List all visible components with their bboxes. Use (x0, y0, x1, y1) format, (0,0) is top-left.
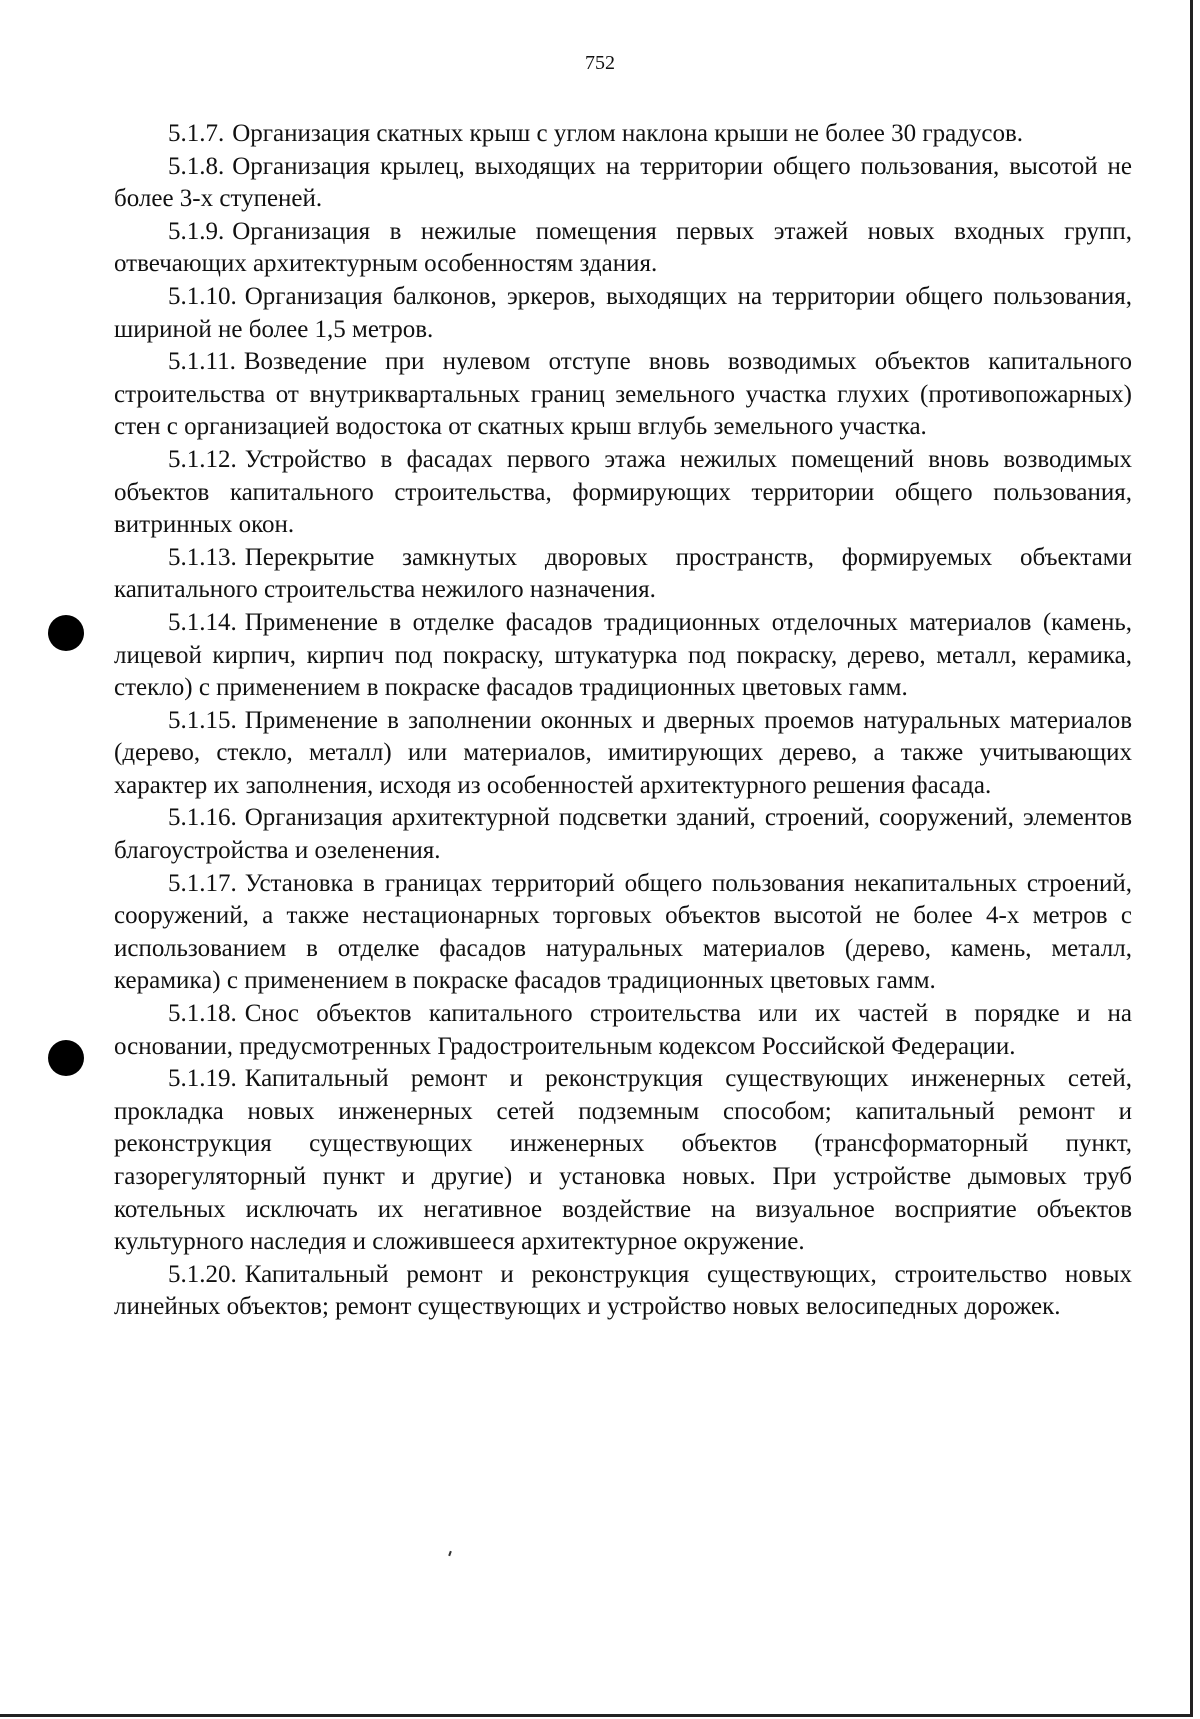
paragraph-5-1-13 (114, 542, 1132, 607)
punch-hole-top (48, 615, 84, 651)
paragraph-number: 5.1.14. (168, 608, 237, 636)
paragraph-number: 5.1.9. (168, 217, 225, 245)
paragraph-5-1-14 (114, 607, 1132, 705)
paragraph-5-1-16 (114, 802, 1132, 867)
paragraph-number: 5.1.19. (168, 1065, 237, 1093)
paragraph-text: Организация крылец, выходящих на территории общего пользования, высотой не более 3-х ступеней. (114, 152, 1132, 213)
paragraph-number: 5.1.18. (168, 1000, 237, 1028)
paragraph-text: Устройство в фасадах первого этажа нежилых помещений вновь возводимых объектов капитального строительства, формирующих территории общего пользования, витринных окон. (114, 445, 1132, 539)
punch-hole-bottom (48, 1040, 84, 1076)
paragraph-number: 5.1.16. (168, 804, 237, 832)
paragraph-text: Организация скатных крыш с углом наклона крыши не более 30 градусов. (232, 120, 1024, 147)
paragraph-5-1-10 (114, 281, 1132, 346)
paragraph-number: 5.1.8. (168, 152, 225, 180)
paragraph-number: 5.1.7. (168, 120, 225, 147)
paragraph-text: Перекрытие замкнутых дворовых пространств, формируемых объектами капитального строительства нежилого назначения. (114, 543, 1132, 604)
paragraph-number: 5.1.11. (168, 348, 236, 376)
paragraph-number: 5.1.20. (168, 1260, 237, 1288)
paragraph-5-1-17 (114, 868, 1132, 998)
paragraph-text: Возведение при нулевом отступе вновь возводимых объектов капитального строительства от внутриквартальных границ земельного участка глухих (противопожарных) стен с организацией водостока от скатных крыш вглубь земельного участка. (114, 348, 1132, 441)
paragraph-5-1-7 (114, 118, 1132, 151)
paragraph-5-1-12 (114, 444, 1132, 542)
page-number: 752 (585, 52, 615, 74)
paragraph-number: 5.1.13. (168, 543, 237, 571)
paragraph-text: Установка в границах территорий общего пользования некапитальных строений, сооружений, а также нестационарных торговых объектов высотой не более 4-х метров с использованием в отделке фасадов натуральных материалов (дерево, камень, металл, керамика) с применением в покраске фасадов традиционных цветовых гамм. (114, 869, 1132, 995)
paragraph-text: Применение в отделке фасадов традиционных отделочных материалов (камень, лицевой кирпич, кирпич под покраску, штукатурка под покраску, дерево, металл, керамика, стекло) с применением в покраске фасадов традиционных цветовых гамм. (114, 608, 1132, 702)
paragraph-text: Организация архитектурной подсветки зданий, строений, сооружений, элементов благоустройства и озеленения. (114, 804, 1132, 865)
paragraph-text: Капитальный ремонт и реконструкция существующих, строительство новых линейных объектов; ремонт существующих и устройство новых велосипедных дорожек. (114, 1260, 1132, 1321)
paragraph-number: 5.1.10. (168, 282, 237, 310)
paragraph-text: Применение в заполнении оконных и дверных проемов натуральных материалов (дерево, стекло, металл) или материалов, имитирующих дерево, а также учитывающих характер их заполнения, исходя из особенностей архитектурного решения фасада. (114, 706, 1132, 799)
paragraph-5-1-8 (114, 151, 1132, 216)
paragraph-number: 5.1.15. (168, 706, 237, 734)
paragraph-text: Снос объектов капитального строительства или их частей в порядке и на основании, предусмотренных Градостроительным кодексом Российской Федерации. (114, 1000, 1132, 1060)
paragraph-number: 5.1.12. (168, 445, 237, 473)
paragraph-text: Капитальный ремонт и реконструкция существующих инженерных сетей, прокладка новых инженерных сетей подземным способом; капитальный ремонт и реконструкция существующих инженерных объектов (трансформаторный пункт, газорегуляторный пункт и другие) и установка новых. При устройстве дымовых труб котельных исключать их негативное воздействие на визуальное восприятие объектов культурного наследия и сложившееся архитектурное окружение. (114, 1065, 1132, 1256)
paragraph-5-1-18 (114, 998, 1132, 1063)
paragraph-5-1-19 (114, 1063, 1132, 1259)
paragraph-text: Организация балконов, эркеров, выходящих на территории общего пользования, шириной не более 1,5 метров. (114, 282, 1132, 343)
paragraph-number: 5.1.17. (168, 869, 237, 897)
paragraph-5-1-11 (114, 346, 1132, 444)
paragraph-5-1-9 (114, 216, 1132, 281)
document-body (114, 118, 1132, 1324)
paragraph-text: Организация в нежилые помещения первых этажей новых входных групп, отвечающих архитектурным особенностям здания. (114, 217, 1132, 278)
paragraph-5-1-20 (114, 1259, 1132, 1324)
paragraph-5-1-15 (114, 705, 1132, 803)
